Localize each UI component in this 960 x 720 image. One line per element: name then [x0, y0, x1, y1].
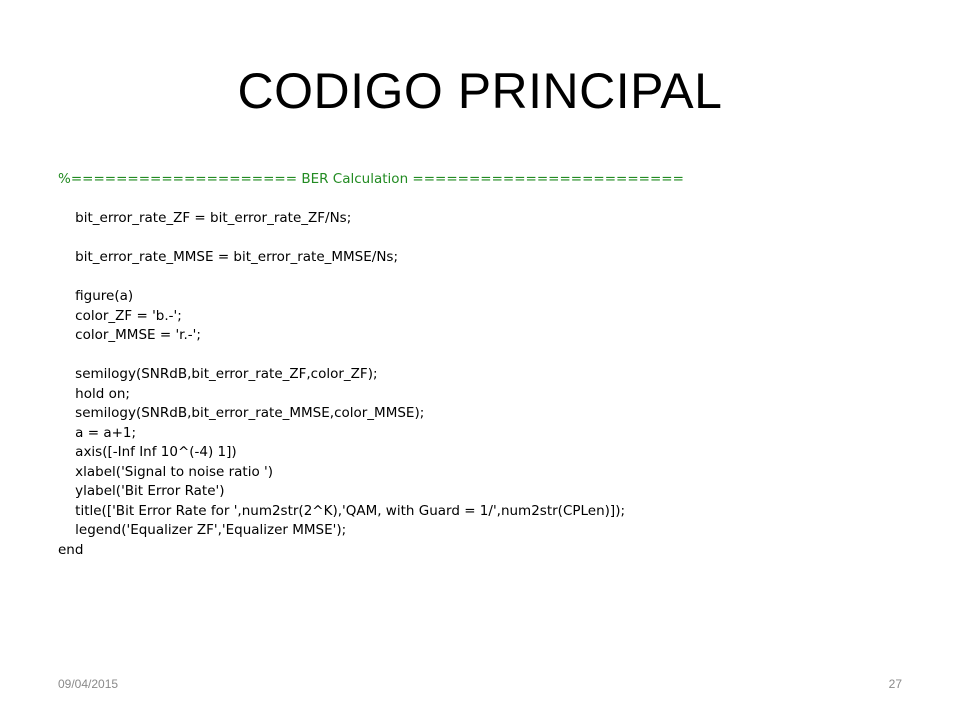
code-line: hold on;: [58, 385, 130, 402]
code-line: semilogy(SNRdB,bit_error_rate_ZF,color_ZF);: [58, 366, 378, 382]
slide-title: CODIGO PRINCIPAL: [237, 63, 723, 119]
code-line: bit_error_rate_ZF = bit_error_rate_ZF/Ns;: [58, 210, 352, 226]
code-line: legend('Equalizer ZF','Equalizer MMSE');: [58, 522, 347, 538]
code-line: [58, 268, 918, 288]
code-line: color_ZF = 'b.-';: [58, 307, 182, 324]
code-line: semilogy(SNRdB,bit_error_rate_MMSE,color_MMSE);: [58, 405, 425, 421]
code-line: [58, 229, 918, 249]
footer-date: 09/04/2015: [58, 677, 119, 691]
code-line: xlabel('Signal to noise ratio '): [58, 463, 273, 480]
code-line: [58, 346, 918, 366]
code-line: figure(a): [58, 288, 134, 304]
code-line: [58, 190, 918, 210]
code-line: bit_error_rate_MMSE = bit_error_rate_MMSE/Ns;: [58, 249, 399, 265]
code-line: axis([-Inf Inf 10^(-4) 1]): [58, 444, 237, 460]
code-line-comment: %==================== BER Calculation ========================: [58, 171, 684, 187]
code-line: title(['Bit Error Rate for ',num2str(2^K),'QAM, with Guard = 1/',num2str(CPLen)]);: [58, 502, 626, 519]
footer-page-number: 27: [888, 677, 902, 691]
code-line: end: [58, 541, 84, 558]
code-line: color_MMSE = 'r.-';: [58, 327, 201, 343]
code-block: [58, 170, 918, 560]
code-line: a = a+1;: [58, 424, 137, 441]
code-line: ylabel('Bit Error Rate'): [58, 483, 225, 499]
